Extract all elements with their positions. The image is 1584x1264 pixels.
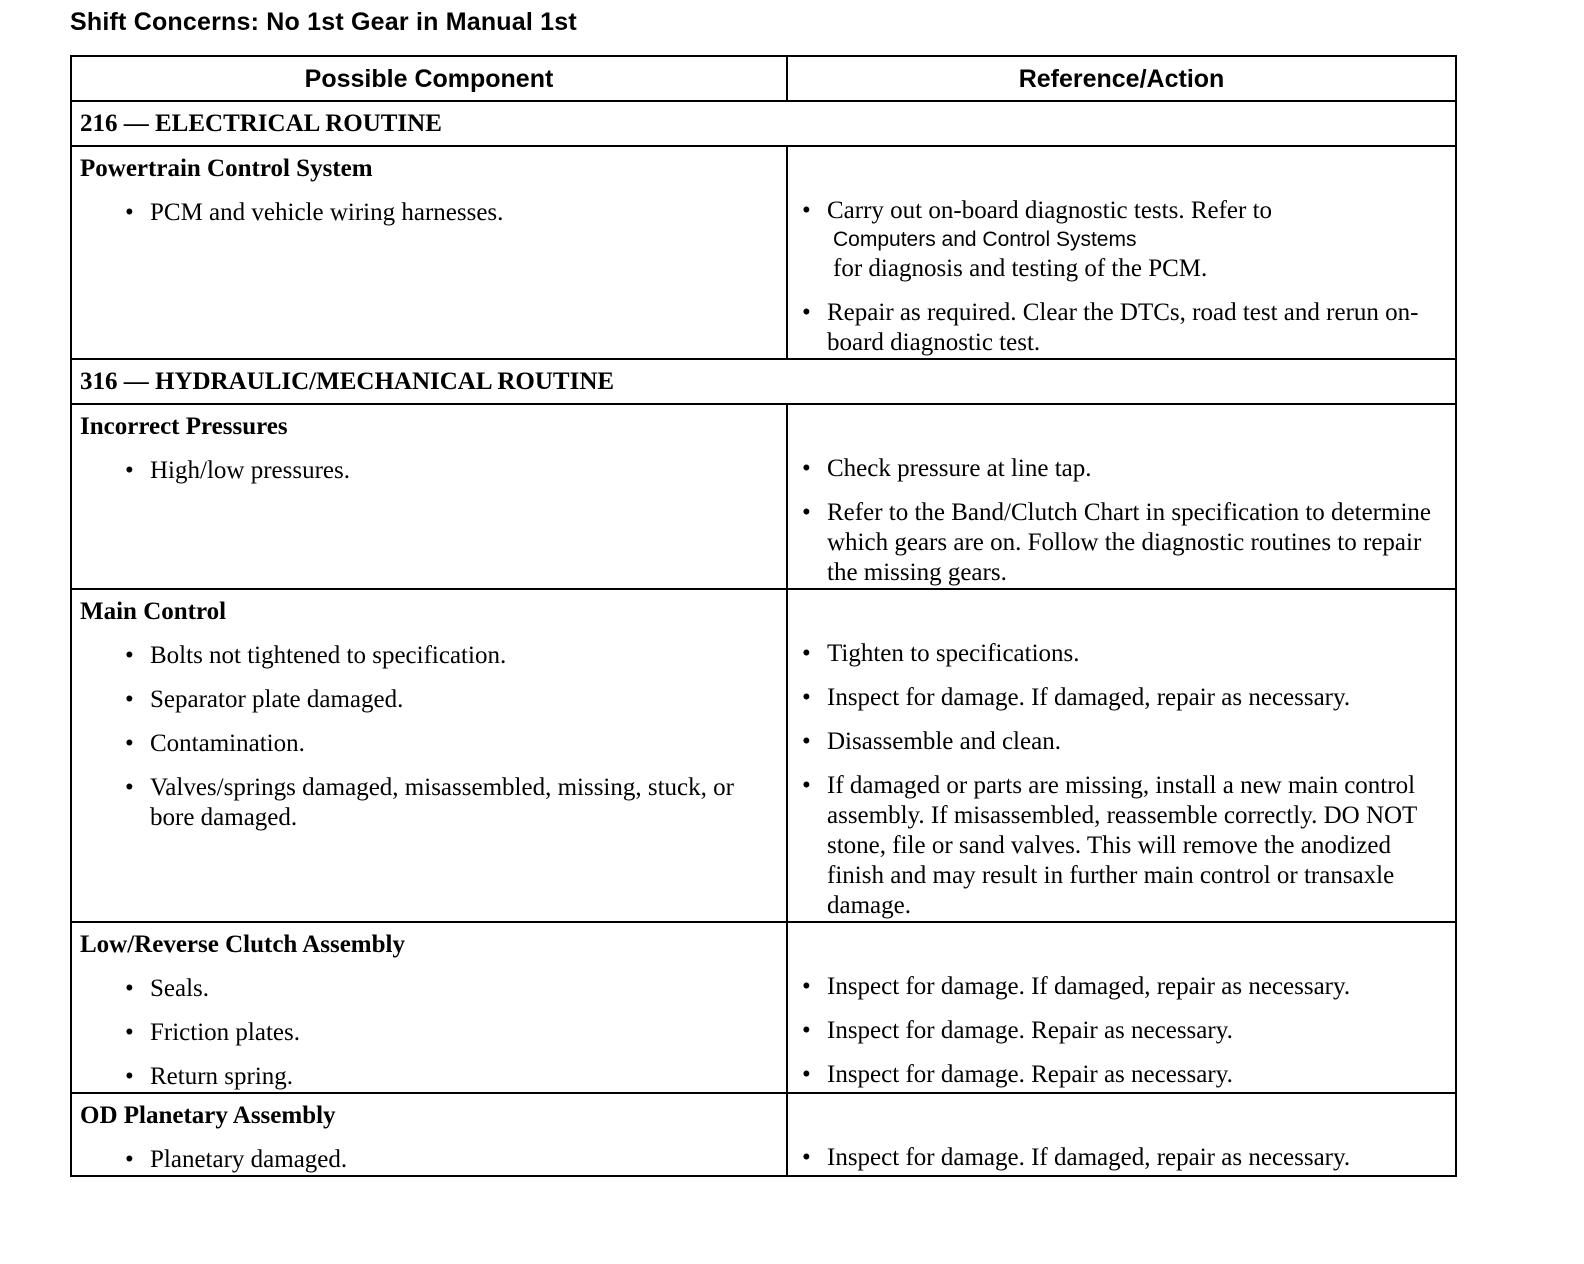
component-items: [72, 198, 786, 228]
action-cell: [787, 922, 1456, 1093]
action-items: [788, 923, 1455, 1090]
list-item: • Return spring.: [72, 1062, 786, 1092]
component-items: [72, 456, 786, 486]
action-items: [788, 1094, 1455, 1173]
component-name: OD Planetary Assembly: [80, 1102, 336, 1129]
action-text: Carry out on-board diagnostic tests. Refer to: [827, 197, 1273, 224]
action-cell: [787, 589, 1456, 922]
table-row: [71, 1093, 1456, 1176]
list-item: • High/low pressures.: [72, 456, 786, 486]
list-item: • Seals.: [72, 974, 786, 1004]
action-items: [788, 590, 1455, 921]
column-header-possible-component: Possible Component: [71, 56, 787, 101]
table-row: [71, 922, 1456, 1093]
action-cell: [787, 404, 1456, 589]
list-item: • If damaged or parts are missing, install a new main control assembly. If misassembled, reassemble correctly. DO NOT stone, file or sand valves. This will remove the anodized finish and may result in further main control or transaxle damage.: [788, 771, 1455, 921]
component-cell: [71, 404, 787, 589]
list-item: • Disassemble and clean.: [788, 727, 1455, 757]
list-item: • Inspect for damage. If damaged, repair as necessary.: [788, 683, 1455, 713]
routine-label: 216 — ELECTRICAL ROUTINE: [71, 101, 1456, 146]
routine-row: [71, 359, 1456, 404]
action-cell: [787, 1093, 1456, 1176]
list-item: • Separator plate damaged.: [72, 685, 786, 715]
action-items: [788, 405, 1455, 588]
table-row: [71, 589, 1456, 922]
action-cell: [787, 146, 1456, 359]
cross-reference-link[interactable]: Computers and Control Systems: [833, 228, 1137, 251]
table-row: [71, 146, 1456, 359]
list-item: • Inspect for damage. Repair as necessary.: [788, 1016, 1455, 1046]
action-items: [788, 147, 1455, 358]
table-row: [71, 404, 1456, 589]
component-items: [72, 641, 786, 833]
component-name: Low/Reverse Clutch Assembly: [80, 931, 405, 958]
page-title: Shift Concerns: No 1st Gear in Manual 1st: [70, 8, 577, 36]
table-header-row: [71, 56, 1456, 101]
list-item: • Check pressure at line tap.: [788, 454, 1455, 484]
component-cell: [71, 589, 787, 922]
list-item: • Inspect for damage. If damaged, repair as necessary.: [788, 1143, 1455, 1173]
component-items: [72, 974, 786, 1092]
list-item: • Tighten to specifications.: [788, 639, 1455, 669]
list-item: • Repair as required. Clear the DTCs, road test and rerun on-board diagnostic test.: [788, 298, 1455, 358]
component-items: [72, 1145, 786, 1175]
component-cell: [71, 922, 787, 1093]
diagnostic-table: [70, 55, 1457, 1177]
list-item: • Valves/springs damaged, misassembled, missing, stuck, or bore damaged.: [72, 773, 786, 833]
list-item: • Planetary damaged.: [72, 1145, 786, 1175]
list-item: • Bolts not tightened to specification.: [72, 641, 786, 671]
component-name: Powertrain Control System: [80, 155, 373, 182]
list-item: • Refer to the Band/Clutch Chart in specification to determine which gears are on. Follow the diagnostic routines to repair the missing gears.: [788, 498, 1455, 588]
column-header-reference-action: Reference/Action: [787, 56, 1456, 101]
component-cell: [71, 1093, 787, 1176]
list-item: • Contamination.: [72, 729, 786, 759]
list-item: • Inspect for damage. Repair as necessary.: [788, 1060, 1455, 1090]
component-cell: [71, 146, 787, 359]
routine-label: 316 — HYDRAULIC/MECHANICAL ROUTINE: [71, 359, 1456, 404]
list-item: • Inspect for damage. If damaged, repair as necessary.: [788, 972, 1455, 1002]
routine-row: [71, 101, 1456, 146]
list-item: [788, 196, 1455, 284]
component-name: Main Control: [80, 598, 227, 625]
component-name: Incorrect Pressures: [80, 413, 288, 440]
list-item: • PCM and vehicle wiring harnesses.: [72, 198, 786, 228]
action-text-continued: for diagnosis and testing of the PCM.: [833, 255, 1208, 282]
list-item: • Friction plates.: [72, 1018, 786, 1048]
